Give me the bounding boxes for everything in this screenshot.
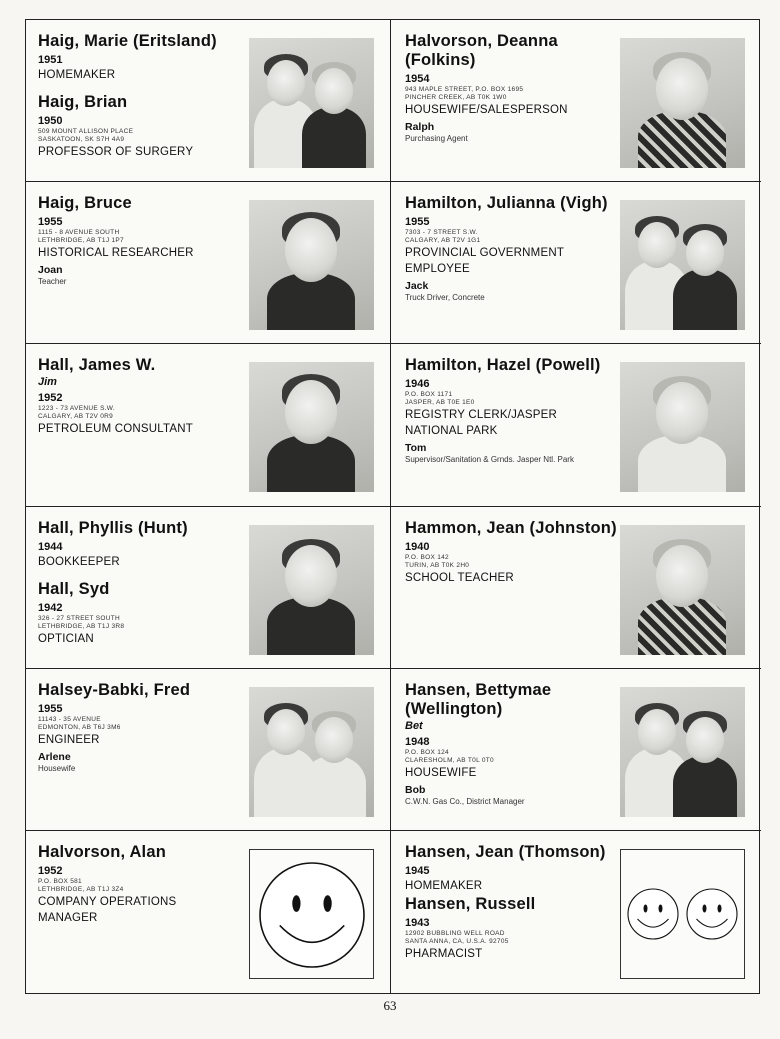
person-face [267, 709, 305, 755]
person-block [405, 681, 617, 781]
occupation: MANAGER [38, 911, 98, 924]
person-face [656, 382, 708, 444]
couple-photo [249, 687, 374, 817]
address-line: LETHBRIDGE, AB T1J 3Z4 [38, 885, 124, 893]
couple-photo [249, 38, 374, 168]
person-name: Haig, Bruce [38, 194, 132, 213]
graduation-year: 1955 [38, 702, 63, 715]
spouse-name: Ralph [405, 121, 435, 133]
person-face [285, 380, 337, 444]
address-line: P.O. BOX 124 [405, 748, 449, 756]
smiley-circle [260, 863, 364, 967]
occupation: PROFESSOR OF SURGERY [38, 146, 194, 158]
address-line: P.O. BOX 142 [405, 553, 449, 561]
graduation-year: 1954 [405, 73, 430, 85]
directory-grid [25, 19, 760, 994]
occupation: OPTICIAN [38, 632, 94, 645]
directory-entry [391, 831, 761, 993]
smiley-circle [628, 889, 678, 939]
directory-entry [26, 669, 391, 831]
person-name: Hamilton, Julianna (Vigh) [405, 194, 608, 213]
address-line: P.O. BOX 1171 [405, 391, 453, 399]
graduation-year: 1946 [405, 378, 430, 391]
person-name: Hall, Syd [38, 579, 110, 598]
smiley-face-drawing [250, 850, 374, 979]
address-line: LETHBRIDGE, AB T1J 3R8 [38, 622, 125, 630]
person-face [638, 709, 676, 755]
person-block [38, 194, 243, 261]
address-line: 12902 BUBBLING WELL ROAD [405, 929, 505, 937]
graduation-year: 1951 [38, 54, 63, 66]
woman-photo [620, 525, 745, 655]
address-line: EDMONTON, AB T6J 3M6 [38, 723, 121, 731]
address-line: TURIN, AB T0K 2H0 [405, 561, 470, 569]
smiley-face [249, 849, 374, 979]
occupation: REGISTRY CLERK/JASPER [405, 409, 558, 422]
smiley-eye [292, 895, 300, 912]
person-face [315, 717, 353, 763]
two-smiley-faces-drawing [621, 850, 745, 979]
address-line: SANTA ANNA, CA, U.S.A. 92705 [405, 937, 509, 945]
person-name: Halvorson, Deanna (Folkins) [405, 32, 558, 69]
address-line: 943 MAPLE STREET, P.O. BOX 1695 [405, 86, 524, 93]
graduation-year: 1950 [38, 115, 63, 127]
person-name: Hansen, Bettymae (Wellington) [405, 680, 552, 718]
graduation-year: 1942 [38, 601, 63, 614]
address-line: 11143 - 35 AVENUE [38, 715, 101, 723]
person-block [405, 356, 617, 439]
entry-text [38, 356, 243, 437]
graduation-year: 1943 [405, 916, 430, 929]
occupation: HOUSEWIFE [405, 766, 477, 779]
person-face [285, 545, 337, 607]
man-photo [249, 362, 374, 492]
address-line: 1115 - 8 AVENUE SOUTH [38, 229, 120, 237]
address-line: SASKATOON, SK S7H 4A9 [38, 136, 125, 143]
person-face [686, 230, 724, 276]
directory-entry [26, 344, 391, 506]
person-block [405, 519, 617, 586]
occupation: PETROLEUM CONSULTANT [38, 423, 194, 436]
person-name: Hammon, Jean (Johnston) [405, 518, 617, 537]
occupation: BOOKKEEPER [38, 555, 120, 568]
person-name: Hall, Phyllis (Hunt) [38, 518, 188, 537]
person-face [315, 68, 353, 114]
entry-text [405, 843, 617, 962]
spouse-name: Joan [38, 264, 63, 277]
directory-entry [391, 182, 761, 344]
graduation-year: 1940 [405, 540, 430, 553]
spouse-occupation: Purchasing Agent [405, 134, 468, 143]
person-block [38, 843, 243, 926]
person-name: Hall, James W. [38, 356, 156, 375]
man-photo [249, 200, 374, 330]
graduation-year: 1944 [38, 540, 63, 553]
person-block [38, 519, 243, 570]
person-name: Haig, Marie (Eritsland) [38, 32, 217, 50]
occupation: COMPANY OPERATIONS [38, 895, 177, 908]
page-number: 63 [383, 998, 397, 1013]
graduation-year: 1952 [38, 864, 63, 877]
person-face [656, 545, 708, 607]
graduation-year: 1955 [38, 216, 63, 229]
person-name: Hansen, Jean (Thomson) [405, 842, 606, 861]
occupation: EMPLOYEE [405, 263, 470, 276]
occupation: HOMEMAKER [38, 69, 116, 81]
occupation: SCHOOL TEACHER [405, 571, 514, 584]
occupation: PROVINCIAL GOVERNMENT [405, 247, 565, 260]
person-block [405, 843, 617, 894]
two-smiley-faces [620, 849, 745, 979]
spouse-occupation: Supervisor/Sanitation & Grnds. Jasper Ntl. Park [405, 455, 574, 465]
directory-entry [391, 507, 761, 669]
person-body [673, 756, 738, 817]
smiley-eye [323, 895, 331, 912]
spouse-name: Jack [405, 280, 429, 293]
person-face [656, 58, 708, 120]
directory-entry [26, 20, 391, 182]
occupation: HISTORICAL RESEARCHER [38, 247, 194, 260]
person-body [302, 756, 367, 817]
entry-text [38, 519, 243, 647]
occupation: ENGINEER [38, 733, 100, 746]
spouse-name: Tom [405, 442, 427, 455]
person-body [302, 107, 367, 168]
entry-text [38, 681, 243, 774]
person-body [673, 269, 738, 330]
person-name: Halsey-Babki, Fred [38, 680, 191, 699]
directory-entry [26, 182, 391, 344]
person-block [38, 93, 243, 160]
directory-entry [391, 344, 761, 506]
address-line: LETHBRIDGE, AB T1J 1P7 [38, 237, 124, 245]
graduation-year: 1945 [405, 864, 430, 877]
spouse-occupation: Truck Driver, Concrete [405, 293, 485, 303]
person-block [405, 194, 617, 277]
person-block [38, 356, 243, 437]
address-line: JASPER, AB T0E 1E0 [405, 399, 475, 407]
spouse-name: Arlene [38, 750, 71, 763]
entry-text [405, 681, 617, 807]
occupation: HOMEMAKER [405, 879, 483, 892]
couple-photo [620, 200, 745, 330]
address-line: PINCHER CREEK, AB T0K 1W0 [405, 94, 507, 101]
person-name: Halvorson, Alan [38, 842, 166, 861]
entry-text [405, 194, 617, 303]
person-block [38, 580, 243, 647]
smiley-eye [703, 904, 707, 912]
graduation-year: 1948 [405, 735, 430, 748]
occupation: HOUSEWIFE/SALESPERSON [405, 104, 568, 116]
graduation-year: 1952 [38, 392, 63, 405]
address-line: 326 - 27 STREET SOUTH [38, 614, 121, 622]
entry-text [405, 356, 617, 465]
entry-text [405, 32, 617, 144]
woman-photo [620, 362, 745, 492]
smiley-circle [687, 889, 737, 939]
entry-text [38, 32, 243, 160]
person-nickname: Jim [38, 376, 57, 389]
person-block [38, 32, 243, 83]
person-block [38, 681, 243, 748]
address-line: 7303 - 7 STREET S.W. [405, 229, 478, 237]
directory-entry [26, 507, 391, 669]
occupation: NATIONAL PARK [405, 425, 498, 438]
directory-entry [391, 20, 761, 182]
person-face [686, 717, 724, 763]
entry-text [38, 194, 243, 287]
person-name: Hamilton, Hazel (Powell) [405, 356, 601, 375]
person-nickname: Bet [405, 719, 423, 732]
smiley-eye [659, 904, 663, 912]
smiley-eye [718, 904, 722, 912]
person-face [285, 218, 337, 282]
occupation: PHARMACIST [405, 947, 483, 960]
smiley-eye [644, 904, 648, 912]
person-name: Hansen, Russell [405, 894, 536, 913]
entry-text [38, 843, 243, 926]
person-face [638, 222, 676, 268]
address-line: 509 MOUNT ALLISON PLACE [38, 128, 134, 135]
spouse-occupation: C.W.N. Gas Co., District Manager [405, 796, 525, 806]
spouse-occupation: Teacher [38, 277, 67, 287]
woman-photo [249, 525, 374, 655]
person-face [267, 60, 305, 106]
address-line: CALGARY, AB T2V 0R9 [38, 413, 114, 421]
person-name: Haig, Brian [38, 93, 128, 111]
directory-entry [26, 831, 391, 993]
address-line: 1223 - 73 AVENUE S.W. [38, 405, 115, 413]
person-block [405, 32, 617, 118]
address-line: CLARESHOLM, AB T0L 0T0 [405, 756, 494, 764]
person-block [405, 895, 617, 962]
spouse-name: Bob [405, 783, 426, 796]
directory-entry [391, 669, 761, 831]
address-line: P.O. BOX 581 [38, 877, 82, 885]
entry-text [405, 519, 617, 586]
graduation-year: 1955 [405, 216, 430, 229]
couple-photo [620, 687, 745, 817]
spouse-occupation: Housewife [38, 763, 76, 773]
woman-photo [620, 38, 745, 168]
address-line: CALGARY, AB T2V 1G1 [405, 237, 481, 245]
